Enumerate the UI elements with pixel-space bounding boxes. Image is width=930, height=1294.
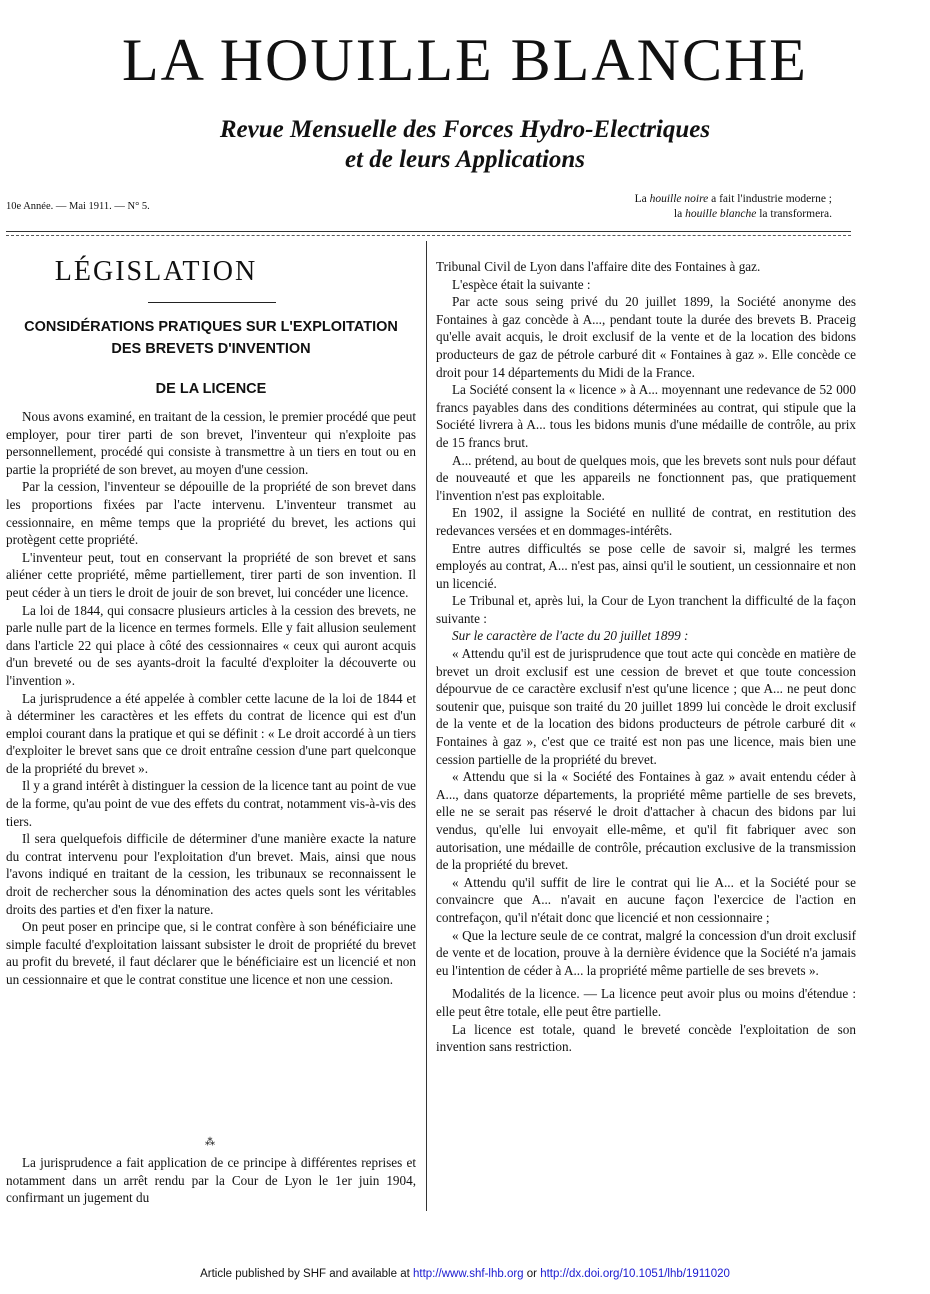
footer-attribution	[0, 1268, 930, 1280]
left-paragraph-8: On peut poser en principe que, si le contrat confère à son bénéficiaire une simple faculté d'exploitation laissant subsister le droit de propriété du brevet au profit du breveté, il faut déclarer que le bénéficiaire est un licencié et non un cessionnaire et que le contrat constitue une licence et non une cession.	[6, 919, 416, 987]
left-paragraph-1: Nous avons examiné, en traitant de la cession, le premier procédé que peut employer, pour tirer parti de son brevet, l'inventeur qui n'exploite pas personnellement, procédé qui consiste à transmettre à un tiers en tout ou en partie la propriété de son brevet, au moyen d'une cession.	[6, 409, 417, 477]
right-paragraph-11: « Attendu que si la « Société des Fontaines à gaz » avait entendu céder à A..., dans quatorze départements, la propriété même partielle de ses brevets, elle ne se serait pas réservé le droit d'attacher à chacun des bidons par lui vendus, qu'elle lui envoyait elle-même, et qu'il fit fabriquer avec son autorisation, une médaille de contrôle, précaution exclusive de la transmission de la propriété du brevet.	[436, 769, 856, 873]
right-paragraph-9: Sur le caractère de l'acte du 20 juillet 1899 :	[452, 628, 689, 644]
right-paragraph-2: L'espèce était la suivante :	[452, 276, 591, 292]
left-paragraph-3: L'inventeur peut, tout en conservant la propriété de son brevet et sans aliéner cette propriété, même partiellement, tirer parti de son invention. Il peut céder à un tiers le droit de jouir de son brevet, lui concéder une licence.	[6, 549, 416, 600]
article-title-line-1: CONSIDÉRATIONS PRATIQUES SUR L'EXPLOITATION	[24, 319, 398, 335]
right-paragraph-4: La Société consent la « licence » à A... moyennant une redevance de 52 000 francs payables dans des conditions déterminées au contrat, qui stipule que la Société livrera à A... tous les bidons munis d'une médaille de contrôle, au prix de 15 francs brut.	[436, 382, 856, 450]
column-divider	[426, 241, 427, 1211]
right-paragraph-15: La licence est totale, quand le breveté concède l'exploitation de son invention sans restriction.	[436, 1021, 856, 1055]
motto-line-1: La houille noire a fait l'industrie moderne ;	[634, 193, 832, 205]
right-paragraph-8: Le Tribunal et, après lui, la Cour de Lyon tranchent la difficulté de la façon suivante :	[436, 593, 856, 626]
right-paragraph-10: « Attendu qu'il est de jurisprudence que tout acte qui concède en matière de brevet un droit exclusif est une cession de brevet et que toute concession dépourvue de ce caractère exclusif n'est qu'une licence ; que A... ne peut donc soutenir que, puisque son traité du 20 juillet 1899 lui concède le droit exclusif de la vente et de la location des bidons producteurs de pétrole carburé dit « Fontaines à gaz », c'est que ce traité est non pas une licence, mais bien une cession partielle de la propriété du brevet.	[436, 646, 856, 767]
right-column	[436, 258, 856, 1056]
right-paragraph-13: « Que la lecture seule de ce contrat, malgré la concession d'un droit exclusif de vente et de location, prouve à la dernière évidence que la Société n'a jamais eu l'intention de céder à A... la propriété même partielle de ses brevets ».	[436, 927, 856, 978]
section-break-asterism: ⁂	[205, 1137, 216, 1148]
journal-subtitle	[0, 115, 930, 175]
right-paragraph-12: « Attendu qu'il suffit de lire le contrat qui lie A... et la Société pour se convaincre que A... n'avait en aucune façon l'exercice de l'action en contrefaçon, qu'il n'était donc que licencié et non cessionnaire ;	[436, 874, 856, 925]
right-paragraph-3: Par acte sous seing privé du 20 juillet 1899, la Société anonyme des Fontaines à gaz concède à A..., pendant toute la durée des brevets B. Praceig qu'elle avait acquis, le droit exclusif de la vente et de la location des bidons producteurs de gaz de pétrole carburé dit « Fontaines à gaz ». Elle concède ce droit pour 14 départements du Midi de la France.	[436, 294, 856, 380]
right-paragraph-14: Modalités de la licence. — La licence peut avoir plus ou moins d'étendue : elle peut être totale, elle peut être partielle.	[436, 986, 856, 1019]
footer-link-shf[interactable]: http://www.shf-lhb.org	[412, 1268, 524, 1280]
left-paragraph-7: Il sera quelquefois difficile de déterminer d'une manière exacte la nature du contrat intervenu pour l'exploitation d'un brevet. Mais, ainsi que nous l'avons indiqué en traitant de la cession, les tribunaux se reconnaissent le droit de rechercher sous la dénomination des actes quels sont les véritables droits des parties et d'en fixer la nature.	[6, 831, 416, 917]
right-paragraph-1: Tribunal Civil de Lyon dans l'affaire dite des Fontaines à gaz.	[436, 259, 761, 274]
journal-motto	[635, 192, 832, 222]
subtitle-line-2: et de leurs Applications	[344, 146, 586, 173]
motto-line-2: la houille blanche la transformera.	[673, 208, 832, 220]
article-subheading: DE LA LICENCE	[155, 381, 267, 397]
right-paragraph-6: En 1902, il assigne la Société en nullité de contrat, en restitution des redevances versées et en dommages-intérêts.	[436, 505, 856, 538]
left-paragraph-9: La jurisprudence a fait application de ce principe à différentes reprises et notamment dans un arrêt rendu par la Cour de Lyon le 1er juin 1904, confirmant un jugement du	[6, 1155, 416, 1206]
left-column	[6, 408, 416, 989]
article-title	[6, 316, 416, 360]
issue-line: 10e Année. — Mai 1911. — N° 5.	[6, 201, 150, 212]
left-paragraph-6: Il y a grand intérêt à distinguer la cession de la licence tant au point de vue de la forme, qu'au point de vue des effets du contrat, notamment vis-à-vis des tiers.	[6, 778, 417, 829]
footer-link-doi[interactable]: http://dx.doi.org/10.1051/lhb/1911020	[540, 1268, 730, 1280]
section-title-rule	[148, 302, 276, 303]
header-rule	[6, 231, 851, 232]
subtitle-line-1: Revue Mensuelle des Forces Hydro-Electriques	[219, 116, 711, 143]
header-rule-dashed	[6, 235, 851, 236]
right-paragraph-5: A... prétend, au bout de quelques mois, que les brevets sont nuls pour défaut de nouveauté et que les appareils ne fonctionnent pas, que pratiquement l'invention n'est pas exploitable.	[436, 452, 856, 503]
right-paragraph-7: Entre autres difficultés se pose celle de savoir si, malgré les termes employés au contrat, A... n'est pas, ainsi qu'il le soutient, un cessionnaire et non un licencié.	[436, 540, 856, 591]
left-paragraph-4: La loi de 1844, qui consacre plusieurs articles à la cession des brevets, ne parle nulle part de la licence en termes formels. Elle y fait allusion seulement dans l'article 22 qui place à côté des cessionnaires « ceux qui auront acquis d'un breveté ou de ses ayants-droit la faculté d'exploiter la découverte ou l'invention ».	[6, 602, 416, 688]
left-paragraph-2: Par la cession, l'inventeur se dépouille de la propriété de son brevet dans les proportions fixées par l'acte intervenu. L'inventeur transmet au cessionnaire, en même temps que la propriété du brevet, les actions qui protègent cette propriété.	[6, 479, 416, 548]
left-column-continued	[6, 1154, 416, 1207]
footer-prefix: Article published by SHF and available at	[200, 1268, 413, 1280]
section-title: LÉGISLATION	[54, 256, 258, 287]
left-paragraph-5: La jurisprudence a été appelée à combler cette lacune de la loi de 1844 et à déterminer les caractères et les effets du contrat de licence qui est d'un emploi courant dans la pratique et qui se définit : « Le droit accordé à un tiers d'exploiter le brevet sans que ce droit entraîne cession d'une part quelconque de la propriété du brevet ».	[6, 690, 416, 776]
footer-middle: or	[523, 1268, 541, 1280]
article-title-line-2: DES BREVETS D'INVENTION	[111, 341, 311, 357]
journal-masthead-title: LA HOUILLE BLANCHE	[122, 27, 808, 93]
